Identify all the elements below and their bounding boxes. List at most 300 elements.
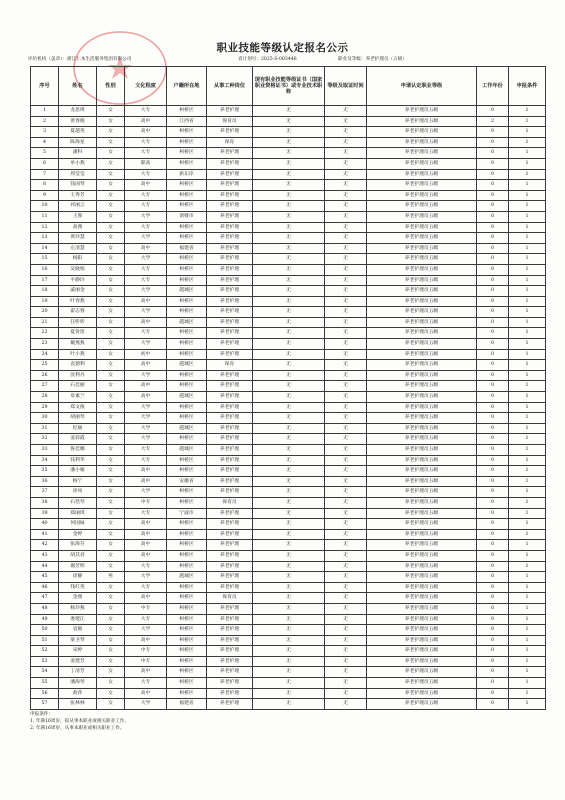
cell-gender: 女 <box>97 392 125 403</box>
cell-name: 郑丽琪 <box>59 508 97 519</box>
cell-condition: 1 <box>509 678 546 689</box>
cell-name: 高燕 <box>59 222 97 233</box>
cell-work-years: 0 <box>477 423 509 434</box>
cell-index: 42 <box>31 540 59 551</box>
cell-name: 鲁佳娜 <box>59 445 97 456</box>
cell-job: 保育员 <box>207 593 253 604</box>
cell-index: 6 <box>31 158 59 169</box>
cell-household: 柯桥区 <box>167 307 207 318</box>
cell-education: 中专 <box>125 646 167 657</box>
cell-work-years: 0 <box>477 561 509 572</box>
cell-gender: 女 <box>97 688 125 699</box>
cell-condition: 1 <box>509 201 546 212</box>
cell-gender: 女 <box>97 264 125 275</box>
cell-condition: 1 <box>509 286 546 297</box>
table-row <box>31 264 546 275</box>
col-header-name: 姓名 <box>59 67 97 106</box>
table-row <box>31 540 546 551</box>
cell-job: 养老护理 <box>207 233 253 244</box>
cell-name: 戴燕燕 <box>59 339 97 350</box>
cell-gender: 女 <box>97 487 125 498</box>
cell-job: 养老护理 <box>207 603 253 614</box>
cell-cert-time: 无 <box>325 211 367 222</box>
cell-name: 何国妹 <box>59 519 97 530</box>
cell-education: 大专 <box>125 275 167 286</box>
cell-certificate: 无 <box>253 455 325 466</box>
cell-gender: 女 <box>97 360 125 371</box>
table-row <box>31 370 546 381</box>
table-row <box>31 678 546 689</box>
cell-index: 56 <box>31 688 59 699</box>
table-row <box>31 508 546 519</box>
cell-household: 柯桥区 <box>167 264 207 275</box>
cell-condition: 1 <box>509 550 546 561</box>
cell-household: 柯桥区 <box>167 349 207 360</box>
cell-condition: 1 <box>509 476 546 487</box>
cell-certificate: 无 <box>253 381 325 392</box>
cell-gender: 女 <box>97 370 125 381</box>
cell-job: 养老护理 <box>207 540 253 551</box>
cell-household: 柯桥区 <box>167 656 207 667</box>
cell-household: 宁波市 <box>167 508 207 519</box>
cell-condition: 1 <box>509 254 546 265</box>
col-header-index: 序号 <box>31 67 59 106</box>
cell-cert-time: 无 <box>325 222 367 233</box>
cell-condition: 1 <box>509 317 546 328</box>
cell-cert-time: 无 <box>325 614 367 625</box>
cell-work-years: 0 <box>477 572 509 583</box>
cell-education: 大专 <box>125 445 167 456</box>
cell-job: 养老护理 <box>207 678 253 689</box>
cell-education: 高中 <box>125 688 167 699</box>
cell-household: 柯桥区 <box>167 529 207 540</box>
cell-job: 养老护理 <box>207 370 253 381</box>
cell-cert-time: 无 <box>325 296 367 307</box>
cell-certificate: 无 <box>253 540 325 551</box>
cell-condition: 1 <box>509 423 546 434</box>
cell-gender: 女 <box>97 466 125 477</box>
cell-apply-level: 养老护理员五级 <box>367 656 477 667</box>
cell-certificate: 无 <box>253 519 325 530</box>
cell-certificate: 无 <box>253 445 325 456</box>
cell-work-years: 0 <box>477 497 509 508</box>
cell-education: 大学 <box>125 254 167 265</box>
cell-index: 51 <box>31 635 59 646</box>
cell-cert-time: 无 <box>325 106 367 117</box>
cell-work-years: 0 <box>477 286 509 297</box>
cell-name: 徐静 <box>59 572 97 583</box>
cell-cert-time: 无 <box>325 646 367 657</box>
cell-work-years: 0 <box>477 317 509 328</box>
cell-condition: 1 <box>509 360 546 371</box>
cell-work-years: 0 <box>477 275 509 286</box>
cell-index: 8 <box>31 180 59 191</box>
cell-cert-time: 无 <box>325 678 367 689</box>
cell-gender: 女 <box>97 497 125 508</box>
cell-certificate: 无 <box>253 508 325 519</box>
cell-name: 任昕昕 <box>59 317 97 328</box>
cell-education: 大专 <box>125 148 167 159</box>
table-row <box>31 635 546 646</box>
cell-condition: 1 <box>509 667 546 678</box>
cell-condition: 1 <box>509 699 546 710</box>
cell-certificate: 无 <box>253 550 325 561</box>
cell-apply-level: 养老护理员五级 <box>367 392 477 403</box>
cell-index: 25 <box>31 360 59 371</box>
cell-apply-level: 养老护理员五级 <box>367 497 477 508</box>
col-header-gender: 性别 <box>97 67 125 106</box>
table-row <box>31 275 546 286</box>
cell-index: 22 <box>31 328 59 339</box>
cell-work-years: 0 <box>477 127 509 138</box>
cell-index: 2 <box>31 116 59 127</box>
cell-condition: 1 <box>509 106 546 117</box>
cell-household: 柯桥区 <box>167 148 207 159</box>
cell-index: 52 <box>31 646 59 657</box>
cell-gender: 女 <box>97 328 125 339</box>
cell-gender: 女 <box>97 254 125 265</box>
cell-job: 养老护理 <box>207 349 253 360</box>
cell-name: 俞萍 <box>59 688 97 699</box>
cell-certificate: 无 <box>253 678 325 689</box>
cell-work-years: 0 <box>477 678 509 689</box>
cell-gender: 女 <box>97 550 125 561</box>
cell-household: 柯桥区 <box>167 296 207 307</box>
cell-education: 大学 <box>125 402 167 413</box>
cell-cert-time: 无 <box>325 529 367 540</box>
cell-job: 养老护理 <box>207 667 253 678</box>
cell-gender: 女 <box>97 445 125 456</box>
cell-condition: 1 <box>509 561 546 572</box>
cell-household: 福建省 <box>167 243 207 254</box>
cell-household: 越城区 <box>167 317 207 328</box>
cell-index: 27 <box>31 381 59 392</box>
cell-gender: 女 <box>97 656 125 667</box>
cell-name: 胡其君 <box>59 550 97 561</box>
cell-cert-time: 无 <box>325 233 367 244</box>
table-row <box>31 116 546 127</box>
cell-gender: 女 <box>97 476 125 487</box>
cell-certificate: 无 <box>253 572 325 583</box>
cell-apply-level: 养老护理员五级 <box>367 360 477 371</box>
cell-education: 大学 <box>125 487 167 498</box>
cell-apply-level: 养老护理员五级 <box>367 158 477 169</box>
cell-gender: 女 <box>97 148 125 159</box>
cell-index: 57 <box>31 699 59 710</box>
cell-education: 大专 <box>125 190 167 201</box>
table-row <box>31 550 546 561</box>
cell-work-years: 0 <box>477 434 509 445</box>
cell-education: 高中 <box>125 360 167 371</box>
cell-gender: 女 <box>97 169 125 180</box>
cell-apply-level: 养老护理员五级 <box>367 678 477 689</box>
cell-condition: 1 <box>509 137 546 148</box>
cell-education: 高中 <box>125 540 167 551</box>
cell-cert-time: 无 <box>325 317 367 328</box>
cell-cert-time: 无 <box>325 476 367 487</box>
cell-household: 柯桥区 <box>167 127 207 138</box>
cell-gender: 女 <box>97 508 125 519</box>
cell-gender: 女 <box>97 307 125 318</box>
table-row <box>31 519 546 530</box>
cell-apply-level: 养老护理员五级 <box>367 529 477 540</box>
cell-apply-level: 养老护理员五级 <box>367 307 477 318</box>
cell-gender: 女 <box>97 286 125 297</box>
cell-certificate: 无 <box>253 646 325 657</box>
table-row <box>31 445 546 456</box>
cell-work-years: 0 <box>477 190 509 201</box>
cell-job: 养老护理 <box>207 476 253 487</box>
cell-index: 28 <box>31 392 59 403</box>
cell-index: 49 <box>31 614 59 625</box>
cell-work-years: 0 <box>477 381 509 392</box>
cell-job: 养老护理 <box>207 413 253 424</box>
cell-cert-time: 无 <box>325 561 367 572</box>
cell-cert-time: 无 <box>325 275 367 286</box>
cell-apply-level: 养老护理员五级 <box>367 169 477 180</box>
cell-gender: 女 <box>97 402 125 413</box>
table-row <box>31 190 546 201</box>
cell-work-years: 0 <box>477 550 509 561</box>
cell-index: 39 <box>31 508 59 519</box>
cell-index: 14 <box>31 243 59 254</box>
cell-household: 柯桥区 <box>167 487 207 498</box>
cell-cert-time: 无 <box>325 550 367 561</box>
cell-cert-time: 无 <box>325 688 367 699</box>
cell-index: 15 <box>31 254 59 265</box>
cell-work-years: 0 <box>477 349 509 360</box>
cell-certificate: 无 <box>253 466 325 477</box>
table-row <box>31 243 546 254</box>
cell-certificate: 无 <box>253 180 325 191</box>
table-row <box>31 349 546 360</box>
table-row <box>31 614 546 625</box>
table-row <box>31 603 546 614</box>
cell-name: 娄建江 <box>59 614 97 625</box>
cell-name: 潘海琴 <box>59 678 97 689</box>
cell-index: 55 <box>31 678 59 689</box>
cell-apply-level: 养老护理员五级 <box>367 211 477 222</box>
cell-certificate: 无 <box>253 339 325 350</box>
cell-gender: 女 <box>97 317 125 328</box>
cell-condition: 1 <box>509 413 546 424</box>
cell-household: 越城区 <box>167 445 207 456</box>
cell-name: 叶小燕 <box>59 349 97 360</box>
note-item: 1. 年满16周岁，拟从事本职业或相关职业工作。 <box>30 719 129 724</box>
cell-name: 郑文俊 <box>59 402 97 413</box>
cell-education: 高中 <box>125 466 167 477</box>
cell-job: 养老护理 <box>207 529 253 540</box>
cell-certificate: 无 <box>253 127 325 138</box>
cell-certificate: 无 <box>253 699 325 710</box>
cell-job: 养老护理 <box>207 169 253 180</box>
cell-certificate: 无 <box>253 561 325 572</box>
cell-certificate: 无 <box>253 137 325 148</box>
cell-certificate: 无 <box>253 392 325 403</box>
cell-apply-level: 养老护理员五级 <box>367 603 477 614</box>
cell-cert-time: 无 <box>325 307 367 318</box>
cell-gender: 女 <box>97 116 125 127</box>
cell-index: 41 <box>31 529 59 540</box>
cell-apply-level: 养老护理员五级 <box>367 264 477 275</box>
cell-condition: 1 <box>509 349 546 360</box>
cell-apply-level: 养老护理员五级 <box>367 286 477 297</box>
cell-education: 职高 <box>125 158 167 169</box>
cell-name: 潘科 <box>59 148 97 159</box>
cell-certificate: 无 <box>253 688 325 699</box>
cell-gender: 女 <box>97 434 125 445</box>
cell-apply-level: 养老护理员五级 <box>367 180 477 191</box>
cell-job: 养老护理 <box>207 328 253 339</box>
cell-certificate: 无 <box>253 487 325 498</box>
cell-certificate: 无 <box>253 106 325 117</box>
cell-work-years: 0 <box>477 540 509 551</box>
cell-condition: 1 <box>509 370 546 381</box>
cell-cert-time: 无 <box>325 339 367 350</box>
cell-cert-time: 无 <box>325 381 367 392</box>
cell-work-years: 2 <box>477 116 509 127</box>
col-header-work-years: 工作年份 <box>477 67 509 106</box>
cell-job: 养老护理 <box>207 423 253 434</box>
cell-certificate: 无 <box>253 413 325 424</box>
cell-cert-time: 无 <box>325 466 367 477</box>
cell-job: 养老护理 <box>207 455 253 466</box>
cell-certificate: 无 <box>253 275 325 286</box>
cell-education: 大专 <box>125 222 167 233</box>
cell-education: 大学 <box>125 211 167 222</box>
cell-name: 姜彩霞 <box>59 434 97 445</box>
col-header-job: 从事工种岗位 <box>207 67 253 106</box>
cell-household: 柯桥区 <box>167 678 207 689</box>
cell-condition: 1 <box>509 445 546 456</box>
table-row <box>31 572 546 583</box>
cell-job: 养老护理 <box>207 519 253 530</box>
cell-education: 中专 <box>125 603 167 614</box>
cell-work-years: 0 <box>477 360 509 371</box>
cell-education: 大专 <box>125 137 167 148</box>
cell-apply-level: 养老护理员五级 <box>367 106 477 117</box>
cell-gender: 女 <box>97 614 125 625</box>
cell-index: 34 <box>31 455 59 466</box>
cell-index: 9 <box>31 190 59 201</box>
cell-condition: 1 <box>509 328 546 339</box>
cell-name: 潘小雁 <box>59 466 97 477</box>
cell-education: 高中 <box>125 243 167 254</box>
cell-cert-time: 无 <box>325 190 367 201</box>
cell-gender: 女 <box>97 423 125 434</box>
cell-name: 杨玲燕 <box>59 603 97 614</box>
cell-name: 宋婷 <box>59 646 97 657</box>
cell-apply-level: 养老护理员五级 <box>367 190 477 201</box>
cell-condition: 1 <box>509 646 546 657</box>
col-header-apply-level: 申请认定职业等级 <box>367 67 477 106</box>
cell-gender: 女 <box>97 455 125 466</box>
cell-household: 越城区 <box>167 423 207 434</box>
cell-name: 黄春晓 <box>59 116 97 127</box>
cell-education: 高中 <box>125 296 167 307</box>
cell-household: 越城区 <box>167 360 207 371</box>
cell-index: 19 <box>31 296 59 307</box>
note-item: 2. 年满16周岁，从事本职业或相关职业工作。 <box>30 726 125 731</box>
cell-cert-time: 无 <box>325 603 367 614</box>
cell-condition: 1 <box>509 180 546 191</box>
cell-certificate: 无 <box>253 190 325 201</box>
cell-work-years: 0 <box>477 603 509 614</box>
cell-apply-level: 养老护理员五级 <box>367 423 477 434</box>
table-row <box>31 158 546 169</box>
cell-job: 养老护理 <box>207 402 253 413</box>
cell-apply-level: 养老护理员五级 <box>367 328 477 339</box>
cell-gender: 女 <box>97 413 125 424</box>
cell-household: 柯桥区 <box>167 614 207 625</box>
cell-cert-time: 无 <box>325 593 367 604</box>
cell-education: 大专 <box>125 678 167 689</box>
occupation-level: 职业及等级：养老护理员（五级） <box>338 57 407 62</box>
cell-gender: 女 <box>97 699 125 710</box>
cell-name: 祁丽云 <box>59 201 97 212</box>
cell-work-years: 0 <box>477 635 509 646</box>
table-row <box>31 360 546 371</box>
cell-certificate: 无 <box>253 625 325 636</box>
cell-household: 柯桥区 <box>167 667 207 678</box>
cell-job: 养老护理 <box>207 572 253 583</box>
cell-cert-time: 无 <box>325 360 367 371</box>
cell-cert-time: 无 <box>325 158 367 169</box>
cell-education: 大学 <box>125 370 167 381</box>
cell-index: 10 <box>31 201 59 212</box>
cell-job: 养老护理 <box>207 243 253 254</box>
cell-name: 黄玲慧 <box>59 233 97 244</box>
cell-cert-time: 无 <box>325 116 367 127</box>
table-row <box>31 339 546 350</box>
cell-household: 柯桥区 <box>167 466 207 477</box>
table-row <box>31 233 546 244</box>
cell-name: 钱利华 <box>59 455 97 466</box>
cell-education: 大专 <box>125 561 167 572</box>
cell-name: 王蓉 <box>59 211 97 222</box>
table-row <box>31 646 546 657</box>
cell-apply-level: 养老护理员五级 <box>367 275 477 286</box>
cell-household: 柯桥区 <box>167 646 207 657</box>
cell-certificate: 无 <box>253 529 325 540</box>
cell-job: 养老护理 <box>207 487 253 498</box>
cell-condition: 1 <box>509 614 546 625</box>
cell-gender: 女 <box>97 625 125 636</box>
cell-apply-level: 养老护理员五级 <box>367 572 477 583</box>
cell-index: 50 <box>31 625 59 636</box>
cell-name: 陈海星 <box>59 137 97 148</box>
cell-household: 安徽省 <box>167 476 207 487</box>
table-row <box>31 381 546 392</box>
cell-condition: 1 <box>509 148 546 159</box>
cell-index: 46 <box>31 582 59 593</box>
cell-index: 11 <box>31 211 59 222</box>
cell-gender: 女 <box>97 646 125 657</box>
cell-education: 大专 <box>125 106 167 117</box>
cell-name: 石佳丽 <box>59 381 97 392</box>
cell-gender: 女 <box>97 190 125 201</box>
cell-job: 养老护理 <box>207 508 253 519</box>
cell-name: 梁卫琴 <box>59 635 97 646</box>
cell-gender: 女 <box>97 603 125 614</box>
cell-household: 越城区 <box>167 572 207 583</box>
cell-certificate: 无 <box>253 116 325 127</box>
cell-certificate: 无 <box>253 328 325 339</box>
cell-education: 大学 <box>125 413 167 424</box>
cell-index: 3 <box>31 127 59 138</box>
cell-education: 大学 <box>125 572 167 583</box>
cell-gender: 女 <box>97 243 125 254</box>
